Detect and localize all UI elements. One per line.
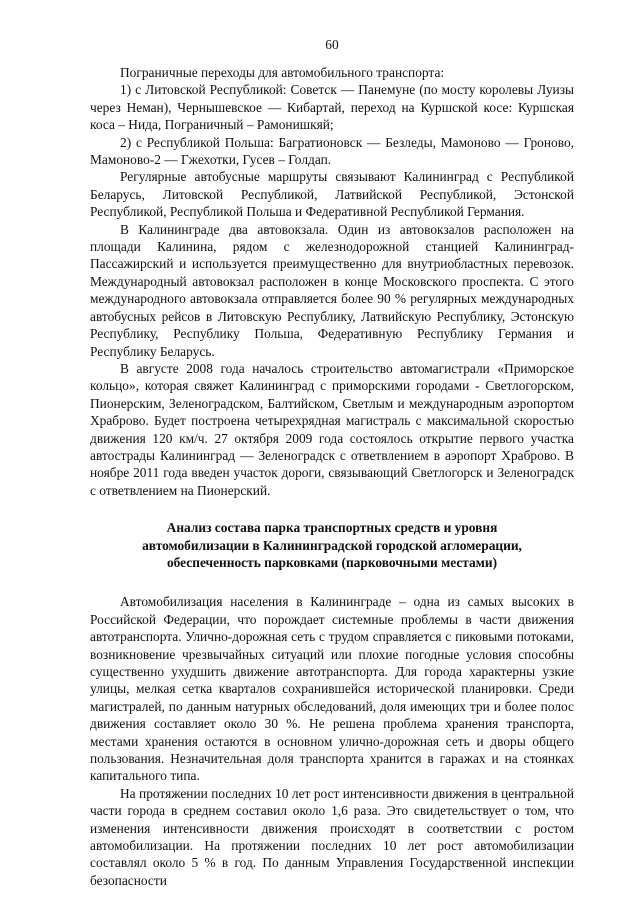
- document-body: [90, 64, 574, 889]
- paragraph-primorskoe-ring: В августе 2008 года началось строительство автомагистрали «Приморское кольцо», которая свяжет Калининград с приморскими городами - Светлогорском, Пионерским, Зеленоградском, Балтийском, Светлым и международным аэропортом Храброво. Будет построена четырехрядная магистраль с максимальной скоростью движения 120 км/ч. 27 октября 2009 года состоялось открытие первого участка автострады Калининград — Зеленоградск с ответвлением в аэропорт Храброво. В ноябре 2011 года введен участок дороги, связывающий Светлогорск и Зеленоградск с ответвлением на Пионерский.: [90, 360, 574, 498]
- paragraph-border-crossings-intro: Пограничные переходы для автомобильного транспорта:: [120, 65, 445, 80]
- paragraph-poland-crossings: 2) с Республикой Польша: Багратионовск — Безледы, Мамоново — Гроново, Мамоново-2 — Гжехотки, Гусев – Голдап.: [90, 134, 574, 168]
- page-number: 60: [325, 37, 339, 52]
- section-heading-line-3: обеспеченность парковками (парковочными местами): [166, 554, 498, 570]
- paragraph-traffic-growth: На протяжении последних 10 лет рост интенсивности движения в центральной части города в среднем составил около 1,6 раза. Это свидетельствует о том, что изменения интенсивности движения происходят в соответствии с ростом автомобилизации. На протяжении последних 10 лет рост автомобилизации составлял около 5 % в год. По данным Управления Государственной инспекции безопасности: [90, 785, 574, 888]
- paragraph-lithuania-crossings: 1) с Литовской Республикой: Советск — Панемуне (по мосту королевы Луизы через Неман), Чернышевское — Кибартай, переход на Куршской косе: Куршская коса – Нида, Пограничный – Рамонишкяй;: [90, 82, 574, 133]
- section-heading-line-2: автомобилизации в Калининградской городской агломерации,: [142, 537, 522, 553]
- paragraph-motorization: Автомобилизация населения в Калининграде – одна из самых высоких в Российской Федерации, что порождает системные проблемы в части движения автотранспорта. Улично-дорожная сеть с трудом справляется с пиковыми потоками, возникновение чрезвычайных ситуаций или плохие погодные условия способны существенно ухудшить движение автотранспорта. Для города характерны узкие улицы, мелкая сетка кварталов сохранившейся исторической планировки. Среди магистралей, по данным натурных обследований, доля имеющих три и более полос движения составляет около 30 %. Не решена проблема хранения транспорта, местами хранения остаются в основном улично-дорожная сеть и дворы общего пользования. Незначительная доля транспорта хранится в гаражах и на стоянках капитального типа.: [90, 594, 574, 784]
- section-heading-line-1: Анализ состава парка транспортных средств и уровня: [166, 520, 498, 536]
- paragraph-bus-routes: Регулярные автобусные маршруты связывают Калининград с Республикой Беларусь, Литовской Республикой, Латвийской Республикой, Эстонской Республикой, Республикой Польша и Федеративной Республикой Германия.: [90, 169, 574, 220]
- section-heading: [90, 519, 574, 571]
- paragraph-bus-stations: В Калининграде два автовокзала. Один из автовокзалов расположен на площади Калинина, рядом с железнодорожной станцией Калининград-Пассажирский и используется преимущественно для внутриобластных перевозок. Международный автовокзал расположен в конце Московского проспекта. С этого международного автовокзала отправляется более 90 % регулярных международных автобусных рейсов в Литовскую Республику, Латвийскую Республику, Эстонскую Республику, Республику Польша, Федеративную Республику Германия и Республику Беларусь.: [90, 221, 574, 359]
